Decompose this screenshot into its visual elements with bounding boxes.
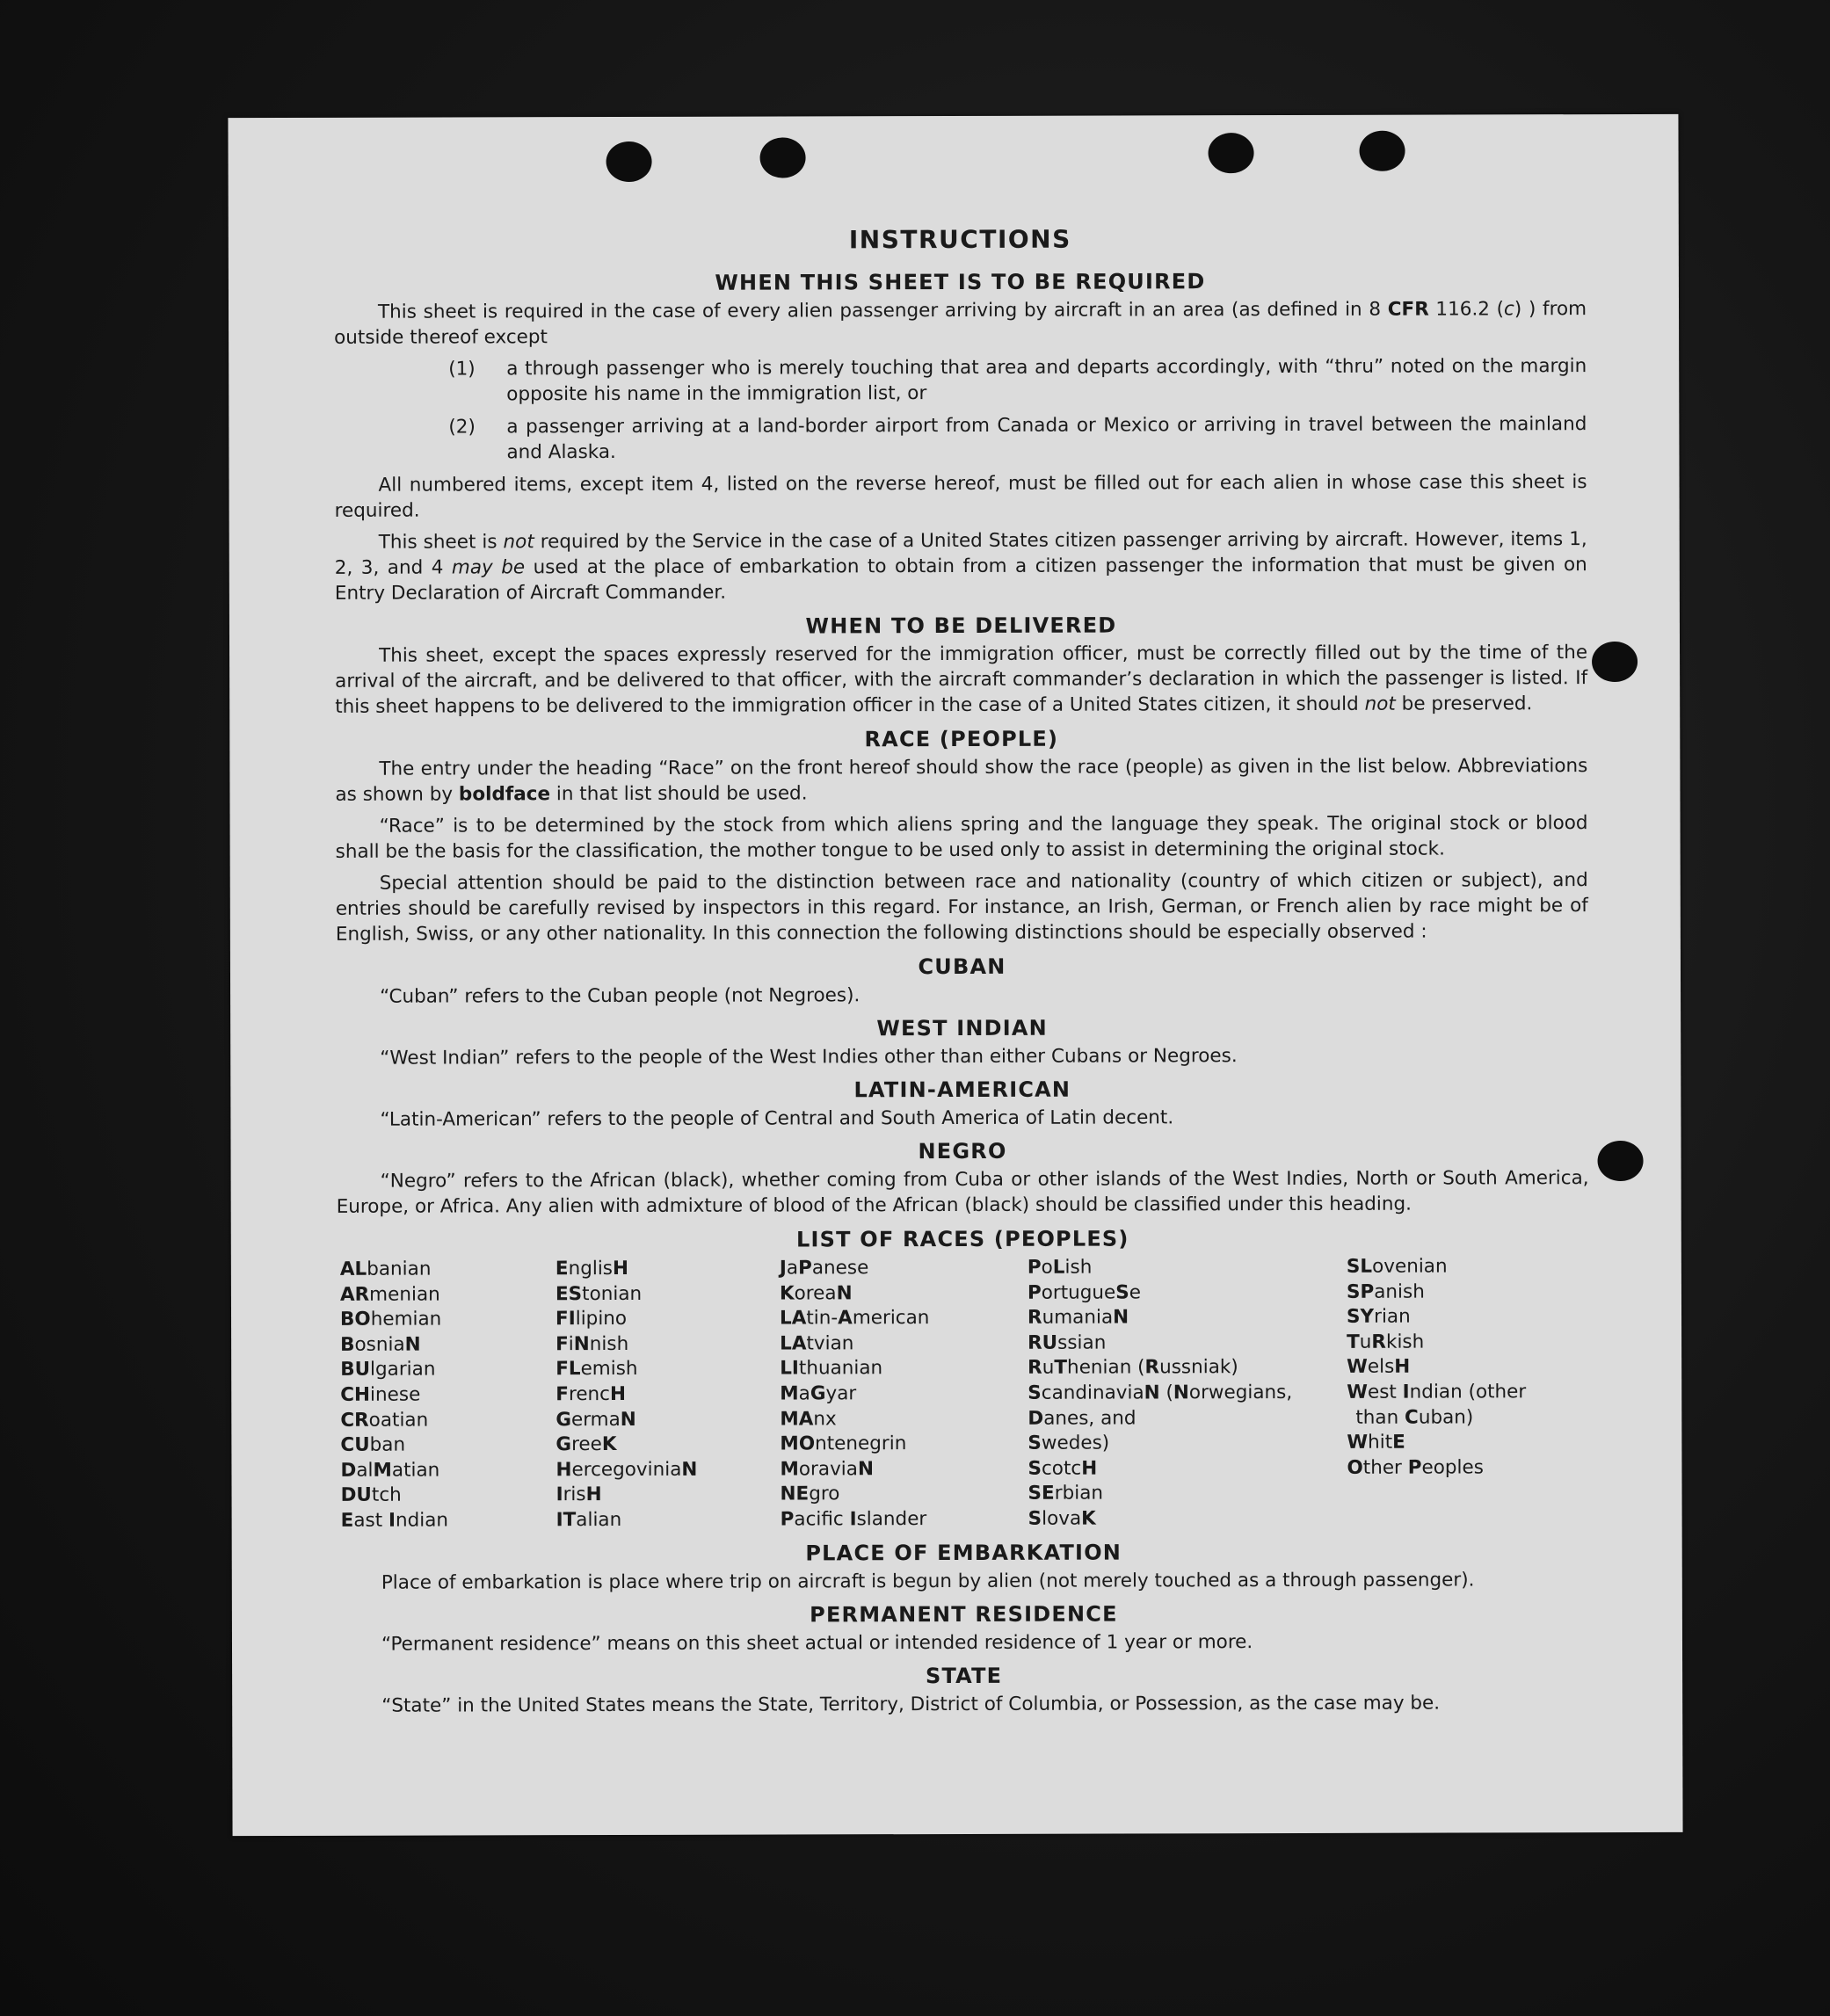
race-entry: ALbanian: [339, 1258, 432, 1280]
race-entry: SlovaK: [1028, 1507, 1096, 1530]
race-entry: MAnx: [780, 1407, 837, 1431]
race-entry: ARmenian: [339, 1283, 440, 1306]
race-entry: NEgro: [780, 1483, 840, 1505]
race-entry: Danes, and: [1028, 1407, 1136, 1430]
race-entry: FrencH: [556, 1382, 627, 1406]
race-entry: EStonian: [555, 1282, 643, 1305]
race-entry: RuThenian (Russniak): [1028, 1356, 1238, 1380]
race-entry: FiNnish: [556, 1332, 629, 1355]
race-entry: WhitE: [1347, 1431, 1405, 1454]
heading-race: RACE (PEOPLE): [864, 726, 1059, 752]
heading-negro: NEGRO: [918, 1138, 1007, 1164]
punch-hole: [606, 141, 652, 182]
latin-american-definition: “Latin-American” refers to the people of Central and South America of Latin decent.: [380, 1106, 1174, 1131]
punch-hole: [1592, 642, 1638, 682]
heading-embarkation: PLACE OF EMBARKATION: [805, 1540, 1122, 1565]
race-entry: PoLish: [1027, 1256, 1093, 1279]
exception-item: (2) a passenger arriving at a land-border airport from Canada or Mexico or arriving in travel between the mainland and Alaska.: [448, 413, 1587, 464]
race-entry: Other Peoples: [1347, 1456, 1484, 1479]
race-entry: GermaN: [556, 1408, 636, 1431]
punch-hole: [1208, 133, 1253, 173]
race-paragraph-1: The entry under the heading “Race” on the front hereof should show the race (people) as given in the list below. Abbreviations as shown by boldface in that list should be used.: [335, 755, 1588, 806]
heading-permanent-residence: PERMANENT RESIDENCE: [810, 1601, 1118, 1627]
race-entry: SErbian: [1028, 1482, 1104, 1505]
document-page: [228, 114, 1682, 1836]
exception-item: (1) a through passenger who is merely touching that area and departs accordingly, with “thru” noted on the margin opposite his name in the immigration list, or: [448, 355, 1587, 406]
race-entry: PortugueSe: [1027, 1281, 1142, 1304]
race-entry: CUban: [340, 1433, 406, 1456]
heading-state: STATE: [925, 1663, 1003, 1688]
citizen-paragraph: This sheet is not required by the Service in the case of a United States citizen passenger arriving by aircraft. However, items 1, 2, 3, and 4 may be used at the place of embarkation to obtain from a citizen passenger the information that must be given on Entry Declaration of Aircraft Commander.: [334, 528, 1587, 605]
race-entry: ScandinaviaN (Norwegians,: [1028, 1381, 1293, 1404]
race-paragraph-2: “Race” is to be determined by the stock from which aliens spring and the language they speak. The original stock or blood shall be the basis for the classification, the mother tongue to be used only to assist in determining the original stock.: [335, 812, 1588, 863]
race-entry: MOntenegrin: [780, 1432, 907, 1455]
race-entry: LIthuanian: [780, 1357, 883, 1380]
race-entry: West Indian (other: [1347, 1381, 1527, 1403]
punch-hole: [1597, 1141, 1643, 1181]
race-entry: SPanish: [1346, 1280, 1425, 1303]
document-title: INSTRUCTIONS: [848, 224, 1071, 255]
heading-when-delivered: WHEN TO BE DELIVERED: [805, 613, 1117, 639]
race-entry: ITalian: [556, 1508, 622, 1532]
race-entry: GreeK: [556, 1433, 617, 1456]
heading-west-indian: WEST INDIAN: [876, 1015, 1048, 1041]
race-entry: FLemish: [556, 1358, 638, 1381]
heading-latin-american: LATIN-AMERICAN: [853, 1077, 1071, 1103]
race-entry: DUtch: [340, 1483, 402, 1507]
race-entry: ScotcH: [1028, 1457, 1098, 1480]
race-entry: BosniaN: [340, 1333, 421, 1356]
race-entry: SLovenian: [1346, 1255, 1448, 1278]
race-column: [340, 1257, 556, 1534]
race-entry: SYrian: [1346, 1305, 1411, 1329]
numbered-items-paragraph: All numbered items, except item 4, listed on the reverse hereof, must be filled out for each alien in whose case this sheet is required.: [334, 471, 1587, 522]
race-entry: BOhemian: [339, 1308, 442, 1331]
race-entry: FIlipino: [555, 1308, 628, 1331]
punch-hole: [1359, 131, 1405, 171]
race-entry: than Cuban): [1355, 1406, 1474, 1429]
race-column: [780, 1256, 1028, 1533]
heading-cuban: CUBAN: [918, 954, 1006, 980]
race-entry: WelsH: [1347, 1356, 1411, 1379]
race-entry: CHinese: [340, 1383, 421, 1406]
west-indian-definition: “West Indian” refers to the people of the West Indies other than either Cubans or Negroes.: [380, 1045, 1238, 1070]
heading-list-of-races: LIST OF RACES (PEOPLES): [795, 1226, 1129, 1252]
heading-when-required: WHEN THIS SHEET IS TO BE REQUIRED: [715, 269, 1206, 295]
race-column: [1347, 1254, 1594, 1531]
race-entry: Pacific Islander: [780, 1508, 927, 1531]
race-entry: Swedes): [1028, 1432, 1110, 1454]
race-entry: TuRkish: [1347, 1331, 1425, 1353]
state-definition: “State” in the United States means the State, Territory, District of Columbia, or Possession, as the case may be.: [381, 1692, 1441, 1717]
when-required-intro: This sheet is required in the case of every alien passenger arriving by aircraft in an area (as defined in 8 CFR 116.2 (c) ) from outside thereof except: [334, 298, 1587, 349]
race-entry: BUlgarian: [340, 1358, 436, 1381]
race-entry: MaGyar: [780, 1382, 857, 1405]
race-entry: East Indian: [340, 1509, 449, 1532]
race-entry: DalMatian: [340, 1459, 440, 1482]
race-column: [1028, 1255, 1347, 1532]
race-entry: MoraviaN: [780, 1457, 874, 1481]
race-paragraph-3: Special attention should be paid to the distinction between race and nationality (country of which citizen or subject), and entries should be carefully revised by inspectors in this regard. For instance, an Irish, German, or French alien by race might be of English, Swiss, or any other nationality. In this connection the following distinctions should be especially observed :: [335, 869, 1588, 946]
cuban-definition: “Cuban” refers to the Cuban people (not Negroes).: [380, 984, 861, 1008]
race-entry: LAtin-American: [779, 1307, 930, 1330]
race-entry: LAtvian: [780, 1332, 854, 1355]
race-list: [340, 1254, 1590, 1534]
punch-hole: [760, 137, 806, 178]
race-entry: JaPanese: [779, 1257, 869, 1280]
race-column: [556, 1257, 781, 1534]
race-entry: HercegoviniaN: [556, 1458, 698, 1481]
race-entry: CRoatian: [340, 1409, 429, 1432]
race-entry: KoreaN: [779, 1281, 853, 1305]
race-entry: IrisH: [556, 1483, 602, 1506]
race-entry: RumaniaN: [1027, 1306, 1129, 1329]
embarkation-definition: Place of embarkation is place where trip on aircraft is begun by alien (not merely touched as a through passenger).: [381, 1568, 1475, 1594]
negro-definition: “Negro” refers to the African (black), whether coming from Cuba or other islands of the West Indies, North or South America, Europe, or Africa. Any alien with admixture of blood of the African (black) should be classified under this heading.: [336, 1167, 1589, 1218]
race-entry: RUssian: [1028, 1331, 1107, 1354]
race-entry: EnglisH: [555, 1257, 629, 1280]
instructions-body: [334, 223, 1590, 1723]
exception-list: [334, 353, 1587, 466]
when-delivered-paragraph: This sheet, except the spaces expressly reserved for the immigration officer, must be correctly filled out by the time of the arrival of the aircraft, and be delivered to that officer, with the aircraft commander’s declaration in which the passenger is listed. If this sheet happens to be delivered to the immigration officer in the case of a United States citizen, it should not be preserved.: [335, 642, 1588, 718]
permanent-residence-definition: “Permanent residence” means on this sheet actual or intended residence of 1 year or more.: [381, 1630, 1253, 1656]
